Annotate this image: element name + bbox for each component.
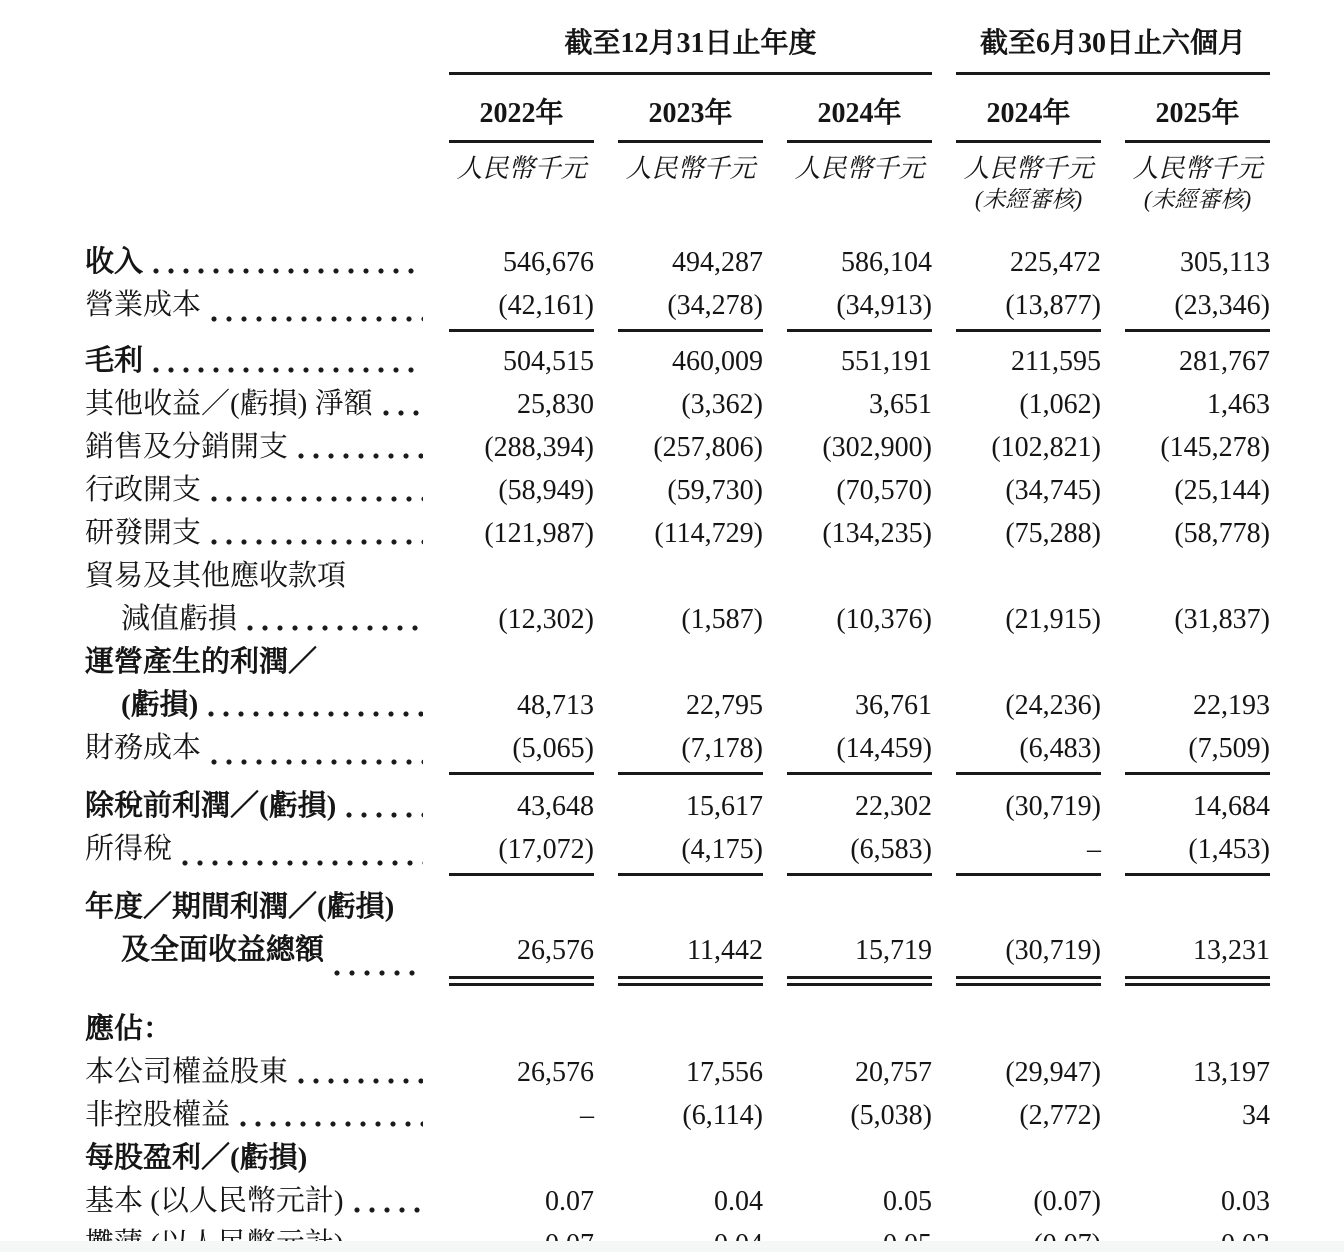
cell-value: 20,757 — [855, 1057, 932, 1089]
cell-value — [449, 1137, 594, 1180]
dot-leader — [211, 300, 423, 332]
cell-value: (134,235) — [822, 518, 932, 550]
cell-value: (288,394) — [484, 432, 594, 464]
cell-value: 15,719 — [787, 929, 932, 986]
row-label — [85, 1180, 425, 1223]
bottom-edge-strip — [0, 1241, 1344, 1252]
cell-value — [618, 555, 763, 598]
cell-value: (70,570) — [836, 475, 932, 507]
cell-value: 211,595 — [1011, 346, 1101, 378]
cell-value — [1125, 876, 1270, 929]
column-year-header: 2023年 — [618, 81, 763, 143]
column-year-header: 2024年 — [787, 81, 932, 143]
cell-value: (4,175) — [618, 828, 763, 876]
column-year-header: 2024年 — [956, 81, 1101, 143]
row-label-text: 貿易及其他應收款項 — [85, 560, 347, 593]
dot-leader — [211, 523, 423, 555]
row-label — [85, 426, 425, 469]
cell-value: 225,472 — [1010, 247, 1101, 279]
cell-value: (5,038) — [850, 1100, 932, 1132]
cell-value: (31,837) — [1174, 604, 1270, 636]
row-label-text: 基本 (以人民幣元計) — [85, 1185, 344, 1218]
row-label-text: 收入 — [85, 246, 144, 279]
header-spacer — [85, 143, 425, 184]
dot-leader — [208, 695, 423, 727]
cell-value: (121,987) — [484, 518, 594, 550]
cell-value: 11,442 — [618, 929, 763, 986]
cell-value: (257,806) — [653, 432, 763, 464]
header-spacer — [85, 81, 425, 143]
cell-value: 305,113 — [1180, 247, 1270, 279]
cell-value — [956, 986, 1101, 1051]
cell-value: 1,463 — [1207, 389, 1270, 421]
header-spacer — [85, 72, 425, 81]
cell-value — [956, 1137, 1101, 1180]
cell-value: (3,362) — [681, 389, 763, 421]
cell-value: (23,346) — [1125, 284, 1270, 332]
cell-value — [956, 555, 1101, 598]
row-label — [85, 929, 425, 986]
cell-value — [449, 986, 594, 1051]
cell-value — [787, 555, 932, 598]
cell-value: (21,915) — [1005, 604, 1101, 636]
dot-leader — [298, 1062, 423, 1094]
cell-value — [618, 986, 763, 1051]
row-label — [85, 1094, 425, 1137]
cell-value: 26,576 — [517, 1057, 594, 1089]
dot-leader — [240, 1105, 423, 1137]
cell-value: (34,745) — [1005, 475, 1101, 507]
row-label — [85, 641, 425, 684]
row-label-text: (虧損) — [121, 689, 199, 722]
dot-leader — [211, 480, 423, 512]
cell-value: – — [956, 828, 1101, 876]
row-label-text: 財務成本 — [85, 732, 202, 765]
cell-value — [449, 555, 594, 598]
row-label — [85, 284, 425, 332]
cell-value: (14,459) — [787, 727, 932, 775]
cell-value: 34 — [1242, 1100, 1270, 1132]
row-label — [85, 986, 425, 1051]
column-unaudited-note — [449, 184, 594, 227]
cell-value — [1125, 555, 1270, 598]
row-label-text: 每股盈利／(虧損) — [85, 1142, 308, 1175]
column-unit-label: 人民幣千元 — [963, 154, 1094, 183]
row-label-text: 研發開支 — [85, 517, 202, 550]
column-unaudited-note — [787, 184, 932, 227]
dot-leader — [298, 437, 423, 469]
cell-value: (2,772) — [1019, 1100, 1101, 1132]
row-label-text: 銷售及分銷開支 — [85, 431, 289, 464]
row-label-text: 減值虧損 — [121, 603, 238, 636]
cell-value: 504,515 — [503, 346, 594, 378]
cell-value: 460,009 — [672, 346, 763, 378]
period-group-title: 截至12月31日止年度 — [564, 28, 817, 59]
cell-value: (1,587) — [681, 604, 763, 636]
cell-value — [449, 876, 594, 929]
column-unaudited-note — [618, 184, 763, 227]
column-unaudited-note: (未經審核) — [1143, 187, 1252, 213]
cell-value: (6,483) — [956, 727, 1101, 775]
row-label — [85, 775, 425, 828]
cell-value: (34,278) — [618, 284, 763, 332]
header-spacer — [85, 10, 425, 72]
column-unit-label: 人民幣千元 — [794, 154, 925, 183]
cell-value: 13,231 — [1125, 929, 1270, 986]
dot-leader — [211, 743, 423, 775]
cell-value: (1,453) — [1125, 828, 1270, 876]
cell-value: (5,065) — [449, 727, 594, 775]
row-label — [85, 512, 425, 555]
cell-value: (29,947) — [1005, 1057, 1101, 1089]
cell-value: (6,114) — [682, 1100, 763, 1132]
cell-value: (1,062) — [1019, 389, 1101, 421]
row-label-text: 其他收益／(虧損) 淨額 — [85, 388, 373, 421]
cell-value: (42,161) — [449, 284, 594, 332]
cell-value: (17,072) — [449, 828, 594, 876]
cell-value: (145,278) — [1160, 432, 1270, 464]
cell-value: 551,191 — [841, 346, 932, 378]
period-group-rule — [449, 72, 932, 75]
cell-value: (302,900) — [822, 432, 932, 464]
cell-value — [787, 876, 932, 929]
row-label-text: 運營產生的利潤／ — [85, 646, 318, 679]
dot-leader — [182, 844, 423, 876]
cell-value — [618, 1137, 763, 1180]
row-label — [85, 1051, 425, 1094]
row-label-text: 年度／期間利潤／(虧損) — [85, 891, 395, 924]
row-label-text: 行政開支 — [85, 474, 202, 507]
row-label-text: 毛利 — [85, 345, 144, 378]
row-label-text: 營業成本 — [85, 289, 202, 322]
row-label — [85, 332, 425, 383]
cell-value: (58,778) — [1174, 518, 1270, 550]
cell-value — [1125, 641, 1270, 684]
cell-value: 48,713 — [517, 690, 594, 722]
cell-value: 17,556 — [686, 1057, 763, 1089]
cell-value: – — [580, 1100, 594, 1132]
dot-leader — [247, 609, 423, 641]
cell-value: (12,302) — [498, 604, 594, 636]
cell-value: 0.07 — [545, 1186, 594, 1218]
cell-value: 26,576 — [449, 929, 594, 986]
cell-value: 43,648 — [517, 791, 594, 823]
cell-value: (34,913) — [787, 284, 932, 332]
cell-value: 25,830 — [517, 389, 594, 421]
cell-value — [787, 986, 932, 1051]
cell-value — [1125, 986, 1270, 1051]
cell-value: (102,821) — [991, 432, 1101, 464]
cell-value: (25,144) — [1174, 475, 1270, 507]
cell-value: 15,617 — [686, 791, 763, 823]
cell-value: (10,376) — [836, 604, 932, 636]
row-label — [85, 727, 425, 775]
row-label-text: 非控股權益 — [85, 1099, 231, 1132]
row-label — [85, 876, 425, 929]
dot-leader — [153, 351, 423, 383]
cell-value: 22,795 — [686, 690, 763, 722]
cell-value: 22,302 — [855, 791, 932, 823]
row-label-text: 除稅前利潤／(虧損) — [85, 790, 337, 823]
cell-value: 281,767 — [1179, 346, 1270, 378]
header-spacer — [85, 184, 425, 227]
row-label — [85, 227, 425, 284]
cell-value: (114,729) — [654, 518, 763, 550]
cell-value: (7,178) — [618, 727, 763, 775]
income-statement-table — [85, 10, 1270, 1252]
column-unit-label: 人民幣千元 — [456, 154, 587, 183]
cell-value: (13,877) — [956, 284, 1101, 332]
cell-value — [956, 876, 1101, 929]
dot-leader — [334, 954, 423, 986]
row-label-text: 所得稅 — [85, 833, 173, 866]
cell-value — [618, 641, 763, 684]
cell-value: 0.03 — [1221, 1186, 1270, 1218]
cell-value — [618, 876, 763, 929]
cell-value: (58,949) — [498, 475, 594, 507]
cell-value: 546,676 — [503, 247, 594, 279]
column-year-header: 2025年 — [1125, 81, 1270, 143]
column-year-header: 2022年 — [449, 81, 594, 143]
cell-value: (7,509) — [1125, 727, 1270, 775]
column-unit-label: 人民幣千元 — [1132, 154, 1263, 183]
cell-value: (30,719) — [1005, 791, 1101, 823]
period-group-title: 截至6月30日止六個月 — [979, 28, 1246, 59]
cell-value: 13,197 — [1193, 1057, 1270, 1089]
cell-value — [787, 1137, 932, 1180]
cell-value: 586,104 — [841, 247, 932, 279]
dot-leader — [153, 252, 423, 284]
row-label — [85, 383, 425, 426]
cell-value: (6,583) — [787, 828, 932, 876]
cell-value: 0.05 — [883, 1186, 932, 1218]
cell-value: 0.04 — [714, 1186, 763, 1218]
row-label-text: 應佔： — [85, 1013, 173, 1046]
column-unaudited-note: (未經審核) — [974, 187, 1083, 213]
cell-value: (75,288) — [1005, 518, 1101, 550]
row-label — [85, 684, 425, 727]
cell-value — [449, 641, 594, 684]
cell-value — [787, 641, 932, 684]
row-label-text: 及全面收益總額 — [121, 934, 325, 967]
cell-value: (59,730) — [667, 475, 763, 507]
cell-value: 3,651 — [869, 389, 932, 421]
cell-value: 14,684 — [1193, 791, 1270, 823]
cell-value — [956, 641, 1101, 684]
period-group-rule — [956, 72, 1270, 75]
row-label — [85, 1137, 425, 1180]
cell-value: (24,236) — [1005, 690, 1101, 722]
row-label — [85, 555, 425, 598]
dot-leader — [346, 796, 423, 828]
row-label — [85, 828, 425, 876]
dot-leader — [383, 394, 423, 426]
cell-value — [1125, 1137, 1270, 1180]
cell-value: (0.07) — [1033, 1186, 1101, 1218]
row-label-text: 本公司權益股東 — [85, 1056, 289, 1089]
row-label — [85, 469, 425, 512]
row-label — [85, 598, 425, 641]
cell-value: 22,193 — [1193, 690, 1270, 722]
cell-value: (30,719) — [956, 929, 1101, 986]
column-unit-label: 人民幣千元 — [625, 154, 756, 183]
cell-value: 494,287 — [672, 247, 763, 279]
dot-leader — [354, 1191, 423, 1223]
cell-value: 36,761 — [855, 690, 932, 722]
